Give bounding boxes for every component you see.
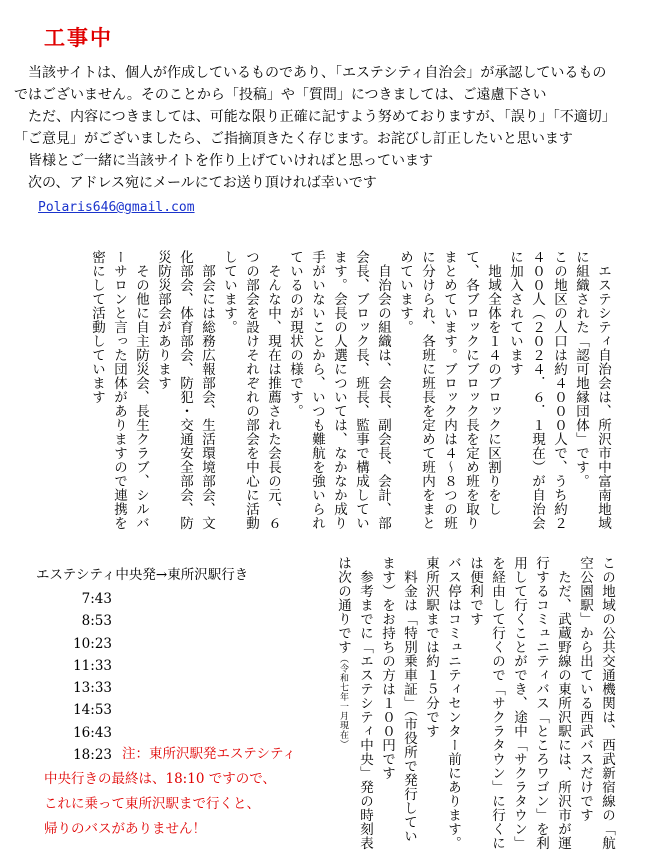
association-paragraph: 自治会の組織は、会長、副会長、会計、部会長、ブロック長、班長、監事で構成しています。会長の人選については、なかなか成り手がいないことから、いつも難航を強いられているのが現状の様です。 bbox=[287, 250, 391, 530]
intro-line: 当該サイトは、個人が作成しているものであり、「エステシティ自治会」が承認しているもの bbox=[14, 65, 607, 81]
departure-time: 7:43 bbox=[81, 591, 112, 607]
intro-line: 「ご意見」がございましたら、ご指摘頂きたく存じます。お詫びし訂正したいと思います bbox=[14, 131, 573, 147]
departure-time: 13:33 bbox=[73, 680, 112, 697]
intro-line: 皆様とご一緒に当該サイトを作り上げていければと思っています bbox=[14, 153, 434, 169]
warning-line: 中央行きの最終は、18:10 ですので、 bbox=[44, 771, 276, 787]
schedule-title: エステシティ中央発→東所沢駅行き bbox=[36, 567, 249, 583]
transport-paragraph: この地域の公共交通機関は、西武新宿線の「航空公園駅」から出ている西武バスだけです bbox=[577, 556, 615, 850]
warning-line: 帰りのバスがありません！ bbox=[44, 821, 206, 837]
association-paragraph: そんな中、現在は推薦された会長の元、６つの部会を設けそれぞれの部会を中心に活動しています。 bbox=[221, 250, 281, 530]
page-title: 工事中 bbox=[44, 25, 113, 50]
departure-time: 16:43 bbox=[73, 724, 112, 741]
warning-line: これに乗って東所沢駅まで行くと、 bbox=[44, 796, 260, 812]
departure-times bbox=[70, 588, 112, 766]
intro-text bbox=[14, 62, 664, 194]
transport-paragraph: 料金は「特別乗車証」（市役所で発行しています）をお持ちの方は１００円です bbox=[379, 556, 417, 844]
transport-description bbox=[332, 556, 618, 856]
last-bus-warning-first-line: 注：東所沢駅発エステシティ bbox=[122, 746, 296, 762]
association-paragraph: その他に自主防災会、長生クラブ、シルバーサロンと言った団体がありますので連携を密にして活動しています bbox=[89, 250, 149, 530]
transport-paragraph: バス停はコミュニティセンター前にあります。東所沢駅までは約１５分です bbox=[423, 556, 461, 850]
intro-line: ではございません。そのことから「投稿」や「質問」につきましては、ご遠慮下さい bbox=[14, 87, 547, 103]
departure-time: 8:53 bbox=[81, 613, 112, 630]
intro-line: ただ、内容につきましては、可能な限り正確に記すよう努めておりますが、「誤り」「不適切」 bbox=[14, 109, 616, 125]
last-bus-warning bbox=[44, 767, 344, 842]
departure-time: 11:33 bbox=[73, 657, 112, 674]
association-paragraph: 部会には総務広報部会、生活環境部会、文化部会、体育部会、防犯・交通安全部会、防災防災部会があります bbox=[155, 250, 215, 530]
association-paragraph: エステシティ自治会は、所沢市中富南地域に組織された「認可地縁団体」です。 bbox=[573, 250, 611, 530]
departure-time: 14:53 bbox=[73, 702, 112, 719]
association-paragraph: 地域全体を１４のブロックに区割りをして、各ブロックにブロック長を定め班を取りまとめています。ブロック内は４～８つの班に分けられ、各班に班長を定めて班内をまとめています。 bbox=[397, 250, 501, 530]
intro-line: 次の、アドレス宛にメールにてお送り頂ければ幸いです bbox=[14, 175, 377, 191]
transport-paragraph: ただ、武蔵野線の東所沢駅には、所沢市が運行するコミュニティバス「ところワゴン」を利用して行くことができ、途中「サクラタウン」を経由して行くので「サクラタウン」に行くには便利です bbox=[467, 556, 571, 850]
timetable-date-note: （令和七年一月現在） bbox=[338, 654, 348, 749]
departure-time: 10:23 bbox=[73, 635, 112, 652]
contact-email-link[interactable]: Polaris646@gmail.com bbox=[38, 200, 195, 215]
departure-time: 18:23 bbox=[73, 747, 112, 764]
transport-timetable-intro: 参考までに「エステシティ中央」発の時刻表は次の通りです bbox=[335, 556, 373, 850]
association-paragraph: この地区の人口は約４０００人で、うち約２４００人（２０２４．６．１現在）が自治会に加入されています bbox=[507, 250, 567, 530]
association-description bbox=[86, 250, 614, 540]
